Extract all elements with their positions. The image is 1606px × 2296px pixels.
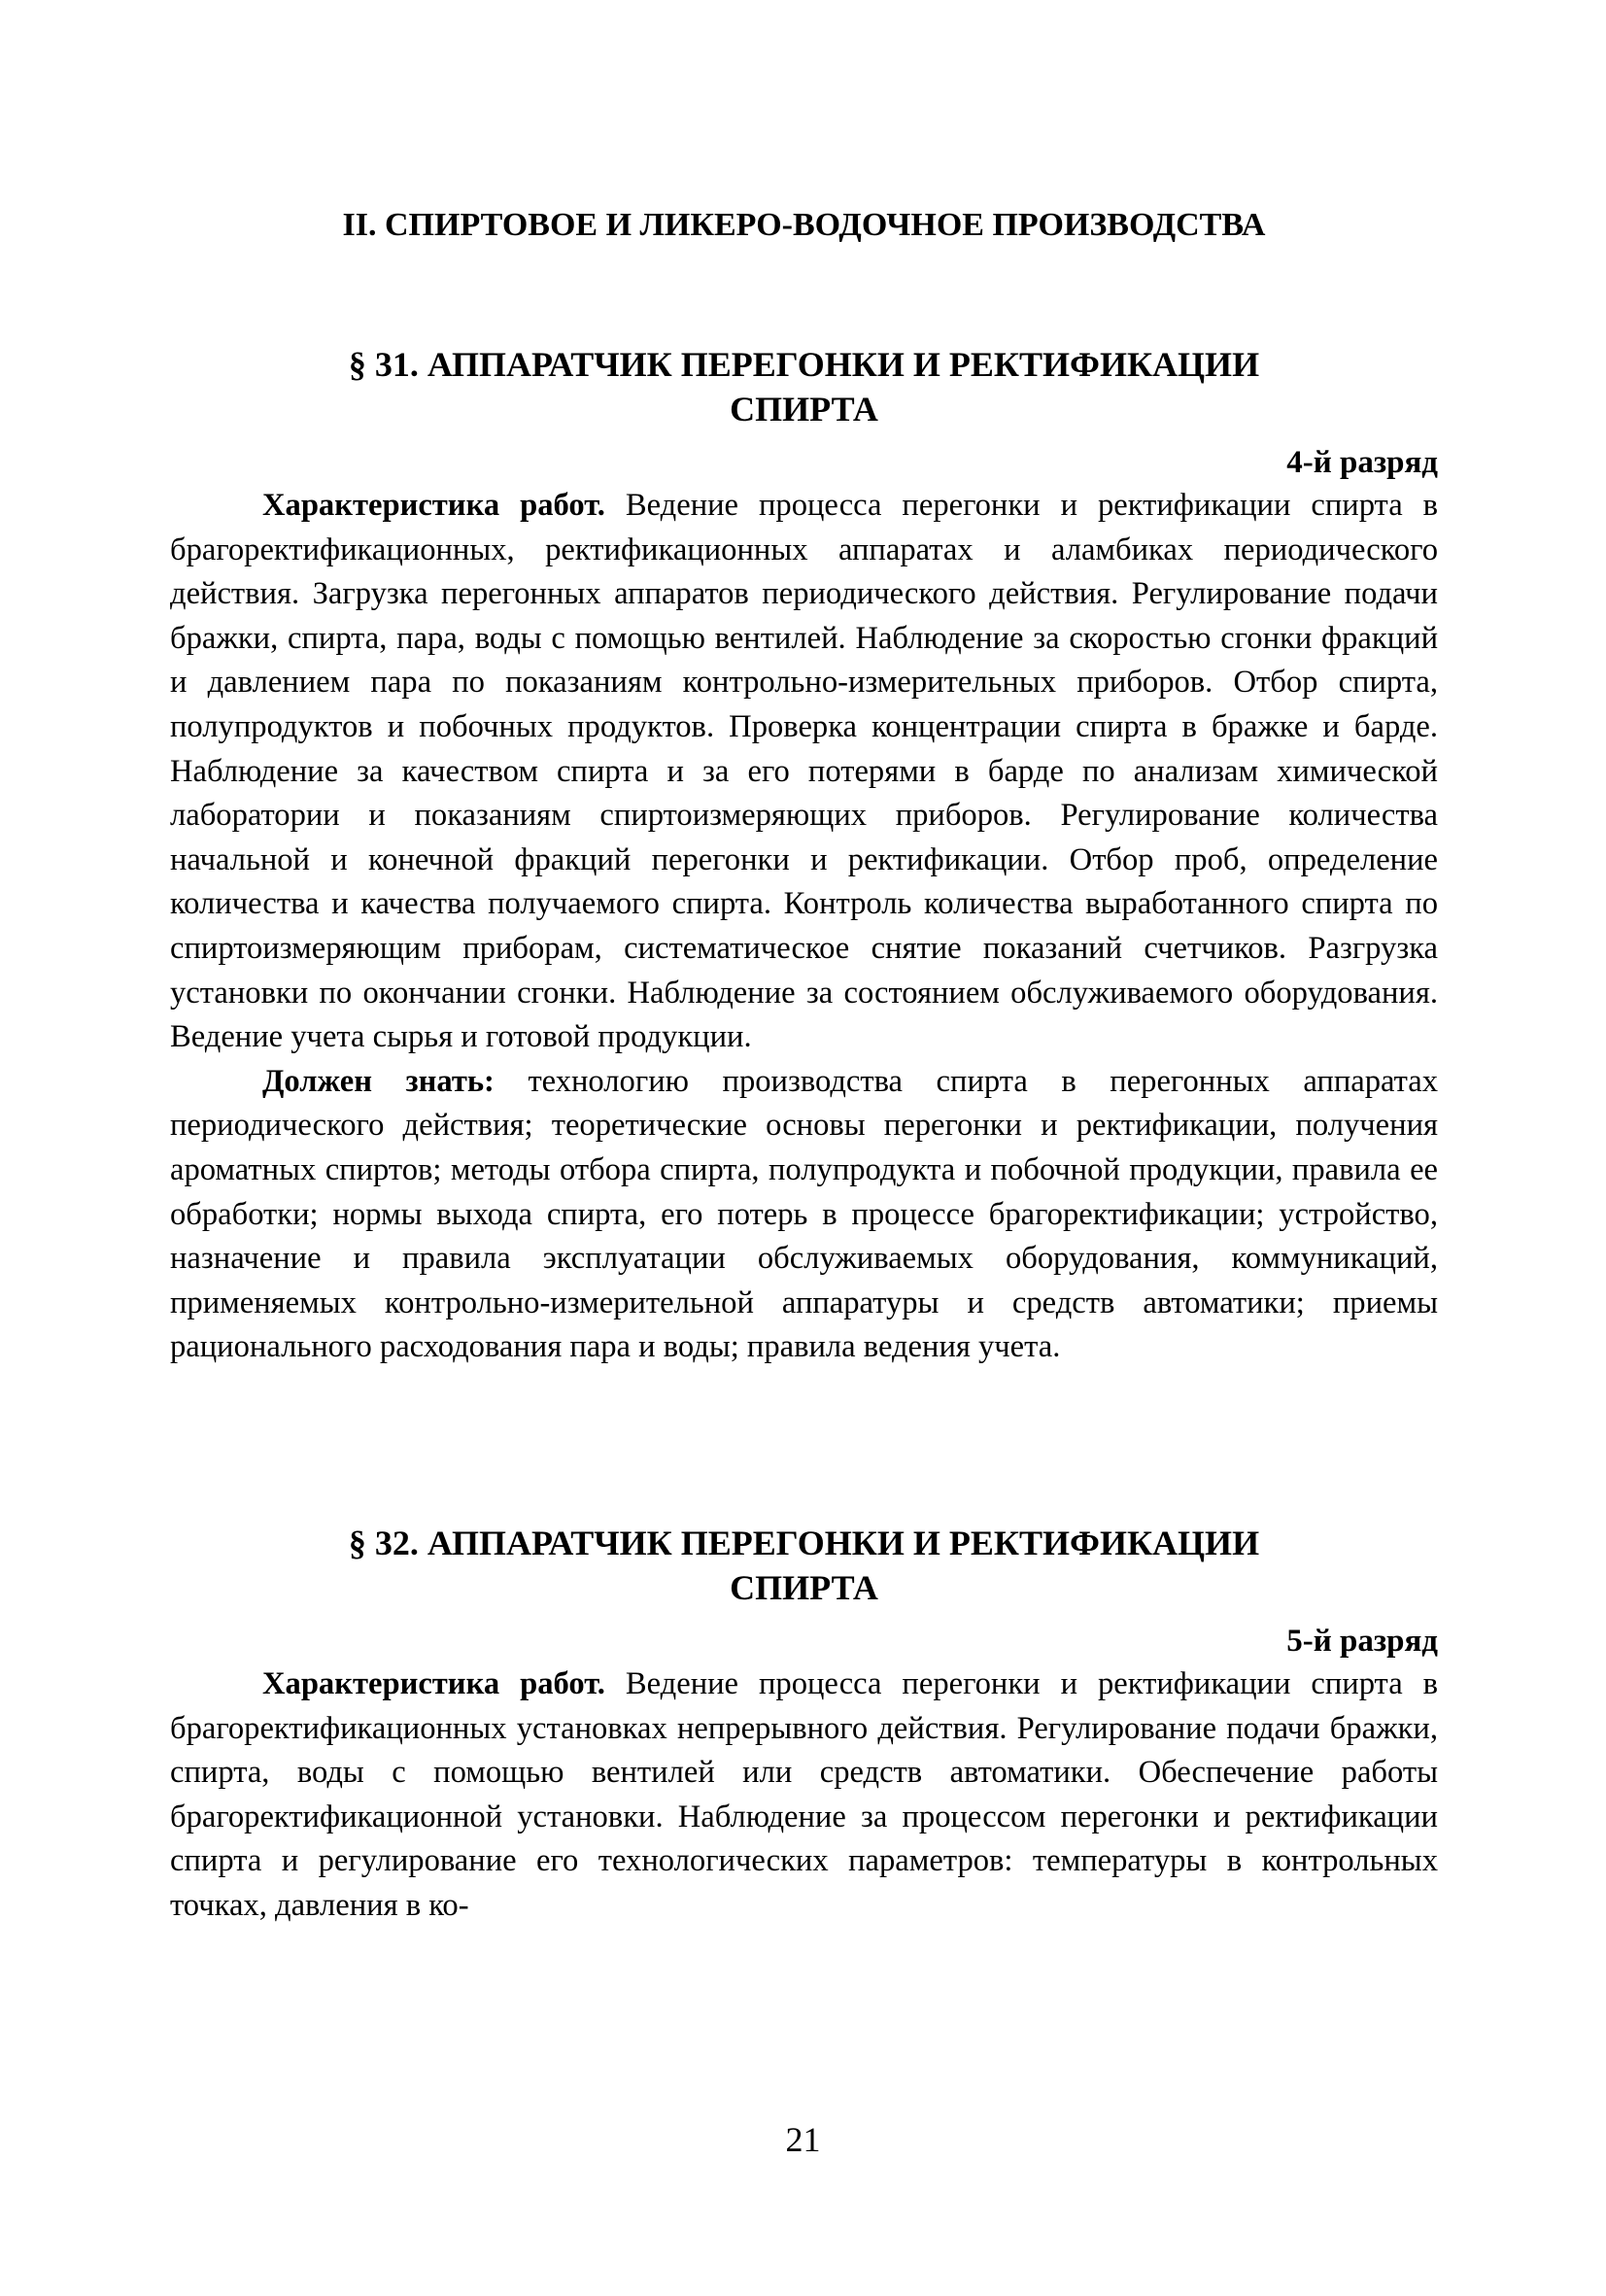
section-title-line1: § 31. АППАРАТЧИК ПЕРЕГОНКИ И РЕКТИФИКАЦИИ [348,345,1260,384]
characteristic-paragraph [170,1662,1438,1929]
characteristic-text: Ведение процесса перегонки и ректификации спирта в брагоректификационных, ректификационных аппаратах и аламбиках периодического действия. Загрузка перегонных аппаратов периодического действия. Регулирование подачи бражки, спирта, пара, воды с помощью вентилей. Наблюдение за скоростью сгонки фракций и давлением пара по показаниям контрольно-измерительных приборов. Отбор спирта, полупродуктов и побочных продуктов. Проверка концентрации спирта в бражке и барде. Наблюдение за качеством спирта и за его потерями в барде по анализам химической лаборатории и показаниям спиртоизмеряющих приборов. Регулирование количества начальной и конечной фракций перегонки и ректификации. Отбор проб, определение количества и качества получаемого спирта. Контроль количества выработанного спирта по спиртоизмеряющим приборам, систематическое снятие показаний счетчиков. Разгрузка установки по окончании сгонки. Наблюдение за состоянием обслуживаемого оборудования. Ведение учета сырья и готовой продукции. [170,488,1438,1055]
characteristic-text: Ведение процесса перегонки и ректификации спирта в брагоректификационных установках непрерывного действия. Регулирование подачи бражки, спирта, воды с помощью вентилей или средств автоматики. Обеспечение работы брагоректификационной установки. Наблюдение за процессом перегонки и ректификации спирта и регулирование его технологических параметров: температуры в контрольных точках, давления в ко- [170,1666,1438,1923]
knowledge-paragraph [170,1060,1438,1370]
section-32 [170,1521,1438,1929]
section-31 [170,342,1438,1370]
knowledge-label: Должен знать: [262,1063,495,1099]
characteristic-label: Характеристика работ. [262,488,605,523]
section-title [170,342,1438,431]
section-title-line1: § 32. АППАРАТЧИК ПЕРЕГОНКИ И РЕКТИФИКАЦИИ [348,1524,1260,1562]
grade-label: 5-й разряд [1286,1624,1438,1659]
knowledge-text: технологию производства спирта в перегонных аппаратах периодического действия; теоретические основы перегонки и ректификации, получения ароматных спиртов; методы отбора спирта, полупродукта и побочной продукции, правила ее обработки; нормы выхода спирта, его потерь в процессе брагоректификации; устройство, назначение и правила эксплуатации обслуживаемых оборудования, коммуникаций, применяемых контрольно-измерительной аппаратуры и средств автоматики; приемы рационального расходования пара и воды; правила ведения учета. [170,1063,1438,1365]
grade-label: 4-й разряд [1286,445,1438,480]
characteristic-paragraph [170,484,1438,1060]
characteristic-label: Характеристика работ. [262,1666,605,1701]
section-title-line2: СПИРТА [730,1568,878,1607]
section-title-line2: СПИРТА [730,390,878,428]
chapter-title: II. СПИРТОВОЕ И ЛИКЕРО-ВОДОЧНОЕ ПРОИЗВОДСТВА [342,207,1266,243]
section-title [170,1521,1438,1610]
page-number: 21 [785,2120,821,2159]
